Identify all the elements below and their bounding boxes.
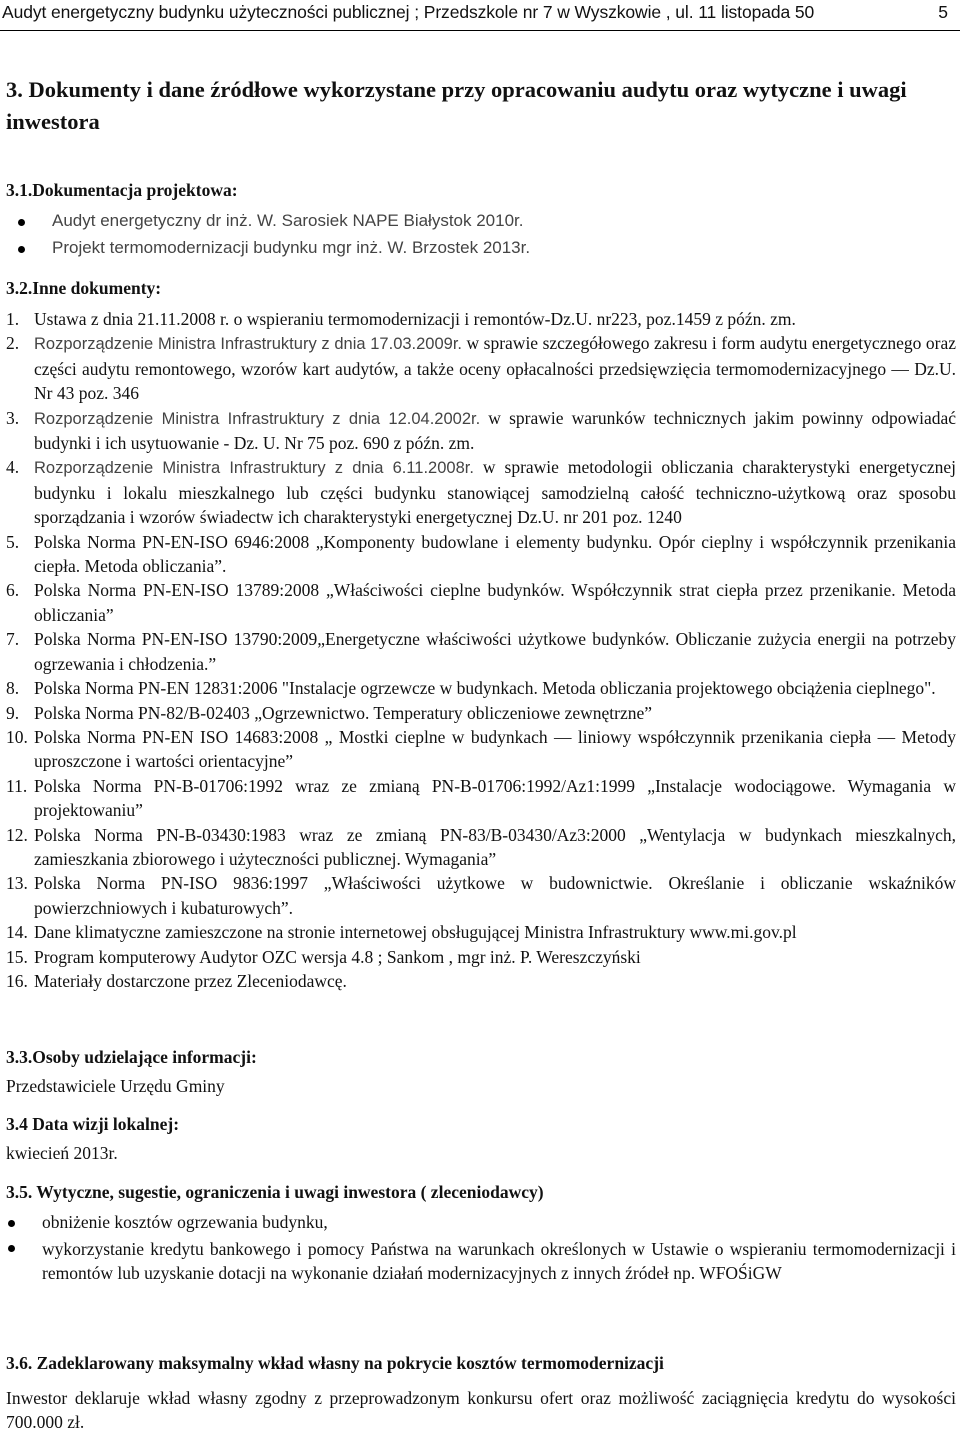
list-item-number: 7. [6, 629, 20, 650]
list-item-text: obniżenie kosztów ogrzewania budynku, [42, 1212, 328, 1232]
list-item-number: 11. [6, 775, 28, 796]
documents-list [6, 307, 956, 993]
bullet-icon [18, 246, 25, 253]
list-item [6, 871, 956, 920]
list-item-number: 8. [6, 678, 20, 699]
section-3-title: 3. Dokumenty i dane źródłowe wykorzystane przy opracowaniu audytu oraz wytyczne i uwagi inwestora [6, 77, 907, 134]
section-3-5-title: 3.5. Wytyczne, sugestie, ograniczenia i uwagi inwestora ( zleceniodawcy) [6, 1182, 544, 1202]
list-item-text: w sprawie szczegółowego zakresu i form audytu energetycznego oraz części audytu remontowego, wzorów kart audytów, a także oceny opłacalności przedsięwzięcia termomodernizacyjnego ― Dz.U. Nr 43 poz. 346 [34, 333, 957, 404]
section-3-3-text: Przedstawiciele Urzędu Gminy [6, 1076, 225, 1096]
list-item [6, 945, 956, 969]
list-item-number: 16. [6, 970, 28, 991]
list-item-number: 3. [6, 407, 20, 428]
list-item-number: 13. [6, 873, 28, 894]
list-item [6, 530, 956, 579]
list-item [6, 920, 956, 944]
list-item [6, 578, 956, 627]
list-item-text: Polska Norma PN-ISO 9836:1997 „Właściwości użytkowe w budownictwie. Określanie i obliczanie wskaźników powierzchniowych i kubaturowych”. [34, 873, 956, 918]
list-item [6, 455, 956, 529]
list-item [6, 331, 956, 405]
section-3-6-text: Inwestor deklaruje wkład własny zgodny z przeprowadzonym konkursu ofert oraz możliwość zaciągnięcia kredytu do wysokości 700.000 zł. [6, 1388, 956, 1433]
list-item-text: Polska Norma PN-B-03430:1983 wraz ze zmianą PN-83/B-03430/Az3:2000 „Wentylacja w budynkach mieszkalnych, zamieszkania zbiorowego i użyteczności publicznej. Wymagania” [34, 824, 956, 869]
list-item-text: Dane klimatyczne zamieszczone na stronie internetowej obsługującej Ministra Infrastruktury www.mi.gov.pl [34, 922, 797, 943]
section-3-4-title: 3.4 Data wizji lokalnej: [6, 1114, 180, 1134]
list-item-number: 1. [6, 309, 20, 329]
list-item [6, 725, 956, 774]
page-number: 5 [938, 2, 948, 22]
list-item-text: Polska Norma PN-82/B-02403 „Ogrzewnictwo. Temperatury obliczeniowe zewnętrzne” [34, 702, 653, 723]
list-item [6, 307, 956, 331]
bullet-icon [8, 1220, 15, 1227]
list-item-number: 12. [6, 824, 28, 845]
list-item-text: Polska Norma PN-B-01706:1992 wraz ze zmianą PN-B-01706:1992/Az1:1999 „Instalacje wodociągowe. Wymagania w projektowaniu” [34, 775, 956, 821]
section-3-4-text: kwiecień 2013r. [6, 1143, 118, 1163]
list-item [6, 701, 956, 725]
list-item-text: Program komputerowy Audytor OZC wersja 4.8 ; Sankom , mgr inż. P. Wereszczyński [34, 946, 641, 967]
header-title: Audyt energetyczny budynku użyteczności publicznej ; Przedszkole nr 7 w Wyszkowie , ul. 11 listopada 50 [2, 2, 815, 22]
list-item-number: 6. [6, 580, 20, 601]
section-3-2-title: 3.2.Inne dokumenty: [6, 278, 162, 298]
page-header [0, 0, 960, 31]
list-item-text: Polska Norma PN-EN-ISO 13789:2008 „Właściwości cieplne budynków. Współczynnik strat ciepła przez przenikanie. Metoda obliczania” [34, 580, 956, 625]
list-item-number: 14. [6, 922, 28, 943]
list-item-number: 9. [6, 702, 20, 723]
bullet-icon [18, 219, 25, 226]
list-item [8, 1237, 956, 1286]
list-item-lead: Rozporządzenie Ministra Infrastruktury z dnia 6.11.2008r. [34, 459, 474, 478]
section-3-3-title: 3.3.Osoby udzielające informacji: [6, 1047, 257, 1067]
list-item [6, 823, 956, 872]
list-item-lead: Rozporządzenie Ministra Infrastruktury z dnia 12.04.2002r. [34, 409, 481, 428]
list-item-text: Materiały dostarczone przez Zleceniodawcę. [34, 970, 347, 991]
list-item [6, 969, 956, 993]
list-item-number: 4. [6, 457, 20, 478]
list-item-lead: Rozporządzenie Ministra Infrastruktury z dnia 17.03.2009r. [34, 335, 463, 354]
list-item [6, 627, 956, 676]
list-item-lead: Ustawa z dnia 21.11.2008 r. o wspieraniu termomodernizacji i remontów-Dz.U. nr223, poz.1459 z późn. zm. [34, 309, 796, 329]
list-item-text: Projekt termomodernizacji budynku mgr inż. W. Brzostek 2013r. [52, 238, 531, 257]
list-item-text: Polska Norma PN-EN-ISO 6946:2008 „Komponenty budowlane i elementy budynku. Opór cieplny i współczynnik przenikania ciepła. Metoda obliczania”. [34, 531, 956, 577]
list-item [6, 676, 956, 700]
list-item-number: 5. [6, 531, 20, 552]
list-item [6, 774, 956, 823]
list-item-number: 10. [6, 726, 28, 747]
list-item-number: 2. [6, 333, 20, 354]
bullet-icon [8, 1245, 15, 1252]
list-item-text: Polska Norma PN-EN-ISO 13790:2009„Energetyczne właściwości użytkowe budynków. Obliczanie zużycia energii na potrzeby ogrzewania i chłodzenia.” [34, 629, 956, 674]
list-item [6, 406, 956, 456]
list-item-number: 15. [6, 946, 28, 967]
list-item-text: Polska Norma PN-EN 12831:2006 "Instalacje ogrzewcze w budynkach. Metoda obliczania projektowego obciążenia cieplnego". [34, 678, 936, 699]
list-item-text: Polska Norma PN-EN ISO 14683:2008 „ Mostki cieplne w budynkach ― liniowy współczynnik przenikania ciepła ― Metody uproszczone i wartości orientacyjne” [34, 726, 956, 772]
list-item-text: wykorzystanie kredytu bankowego i pomocy Państwa na warunkach określonych w Ustawie o wspieraniu termomodernizacji i remontów lub uzyskanie dotacji na wykonanie działań modernizacyjnych z innych źródeł np. WFOŚiGW [42, 1239, 956, 1284]
section-3-1-title: 3.1.Dokumentacja projektowa: [6, 180, 238, 200]
list-item-text: Audyt energetyczny dr inż. W. Sarosiek NAPE Białystok 2010r. [52, 211, 524, 230]
list-item-text: w sprawie metodologii obliczania charakterystyki energetycznej budynku i lokalu mieszkalnego lub części budynku stanowiącej samodzielną całość techniczno-użytkową oraz sposobu sporządzania i wzorów świadectw ich charakterystyki energetycznej Dz.U. nr 201 poz. 1240 [34, 457, 956, 528]
section-3-6-title: 3.6. Zadeklarowany maksymalny wkład własny na pokrycie kosztów termomodernizacji [6, 1353, 664, 1373]
list-item-text: w sprawie warunków technicznych jakim powinny odpowiadać budynki i ich usytuowanie - Dz. U. Nr 75 poz. 690 z późn. zm. [34, 407, 956, 454]
